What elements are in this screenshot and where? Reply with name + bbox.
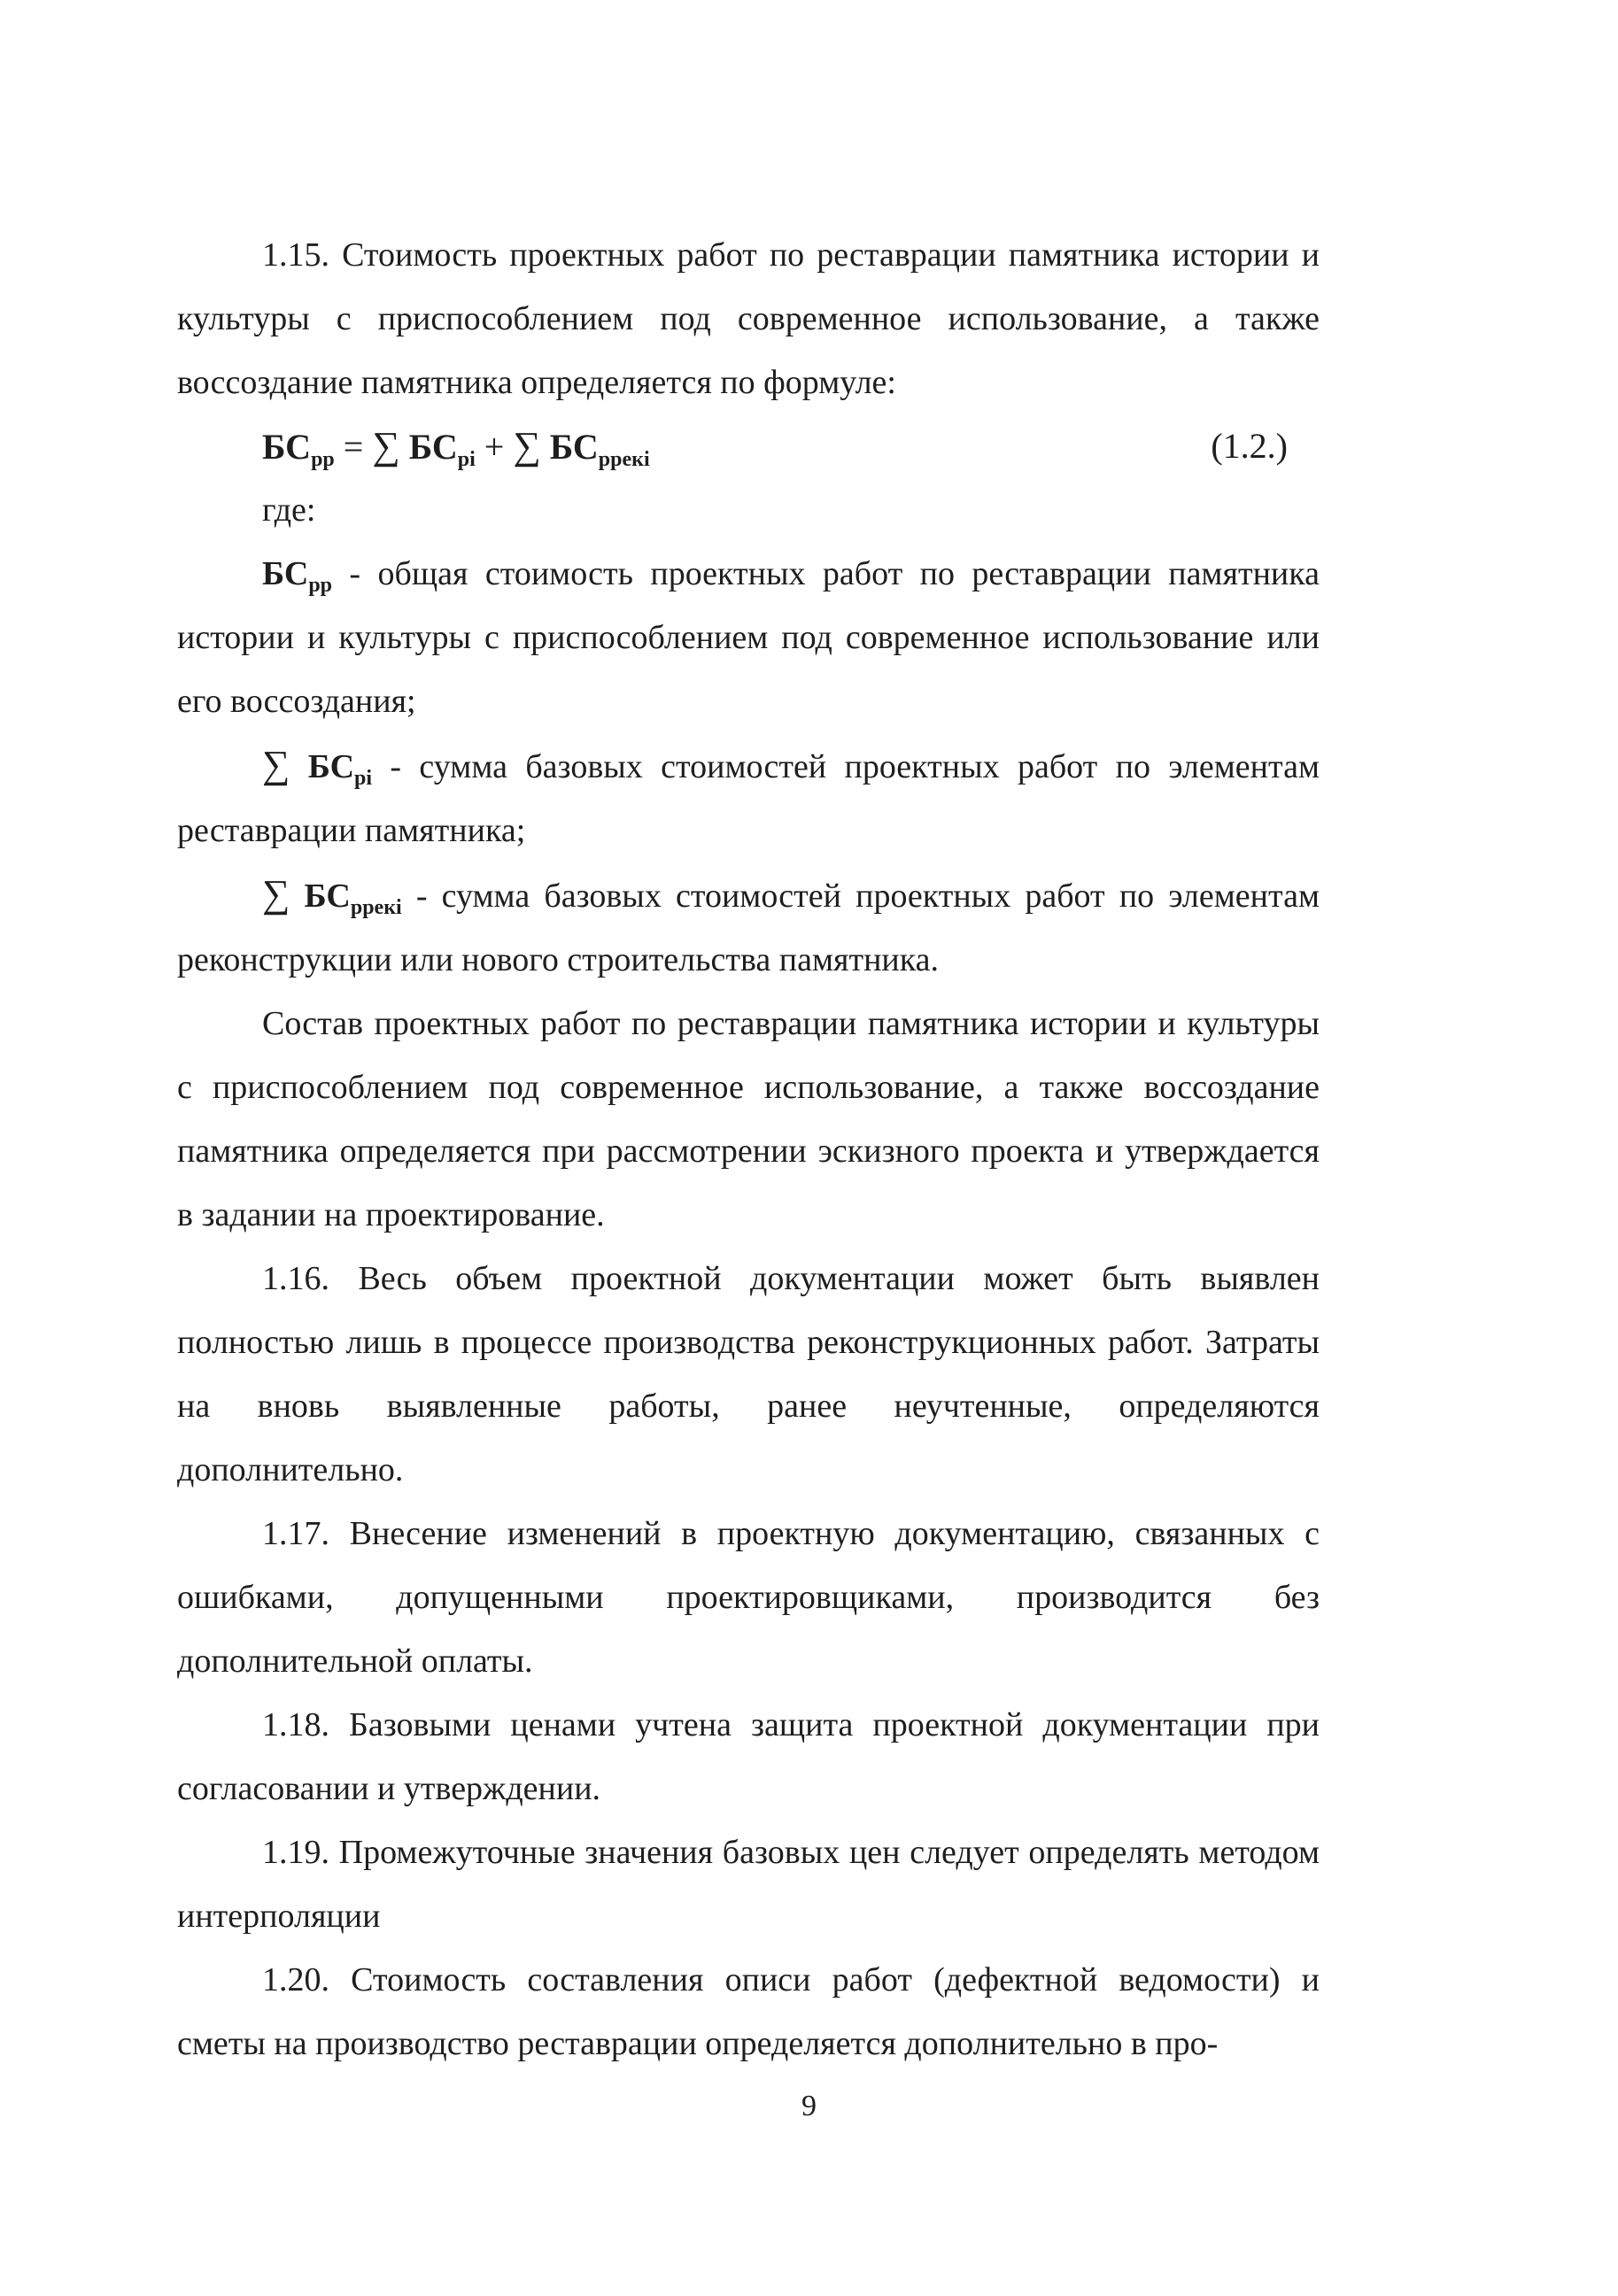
paragraph-1-17: 1.17. Внесение изменений в проектную документацию, связанных с ошибками, допущенными проектировщиками, производится без дополнительной оплаты. bbox=[177, 1515, 1320, 1680]
definition-sum-bs-rreki: ∑ $БС_{ррекі}$ - сумма базовых стоимостей проектных работ по элементам реконструкции или нового строительства памятника. bbox=[177, 872, 1320, 978]
formula-number: (1.2.) bbox=[1211, 426, 1288, 466]
formula-1-2 bbox=[177, 414, 1320, 478]
where-label: где: bbox=[262, 491, 316, 529]
formula-equals: = bbox=[343, 427, 364, 467]
symbol-bs-ri: $БС_{рі}$ bbox=[307, 748, 373, 790]
symbol-bs-rreki: $БС_{ррекі}$ bbox=[304, 877, 402, 919]
sigma-icon: ∑ bbox=[372, 424, 400, 468]
sigma-icon: ∑ bbox=[262, 743, 290, 786]
paragraph-1-16: 1.16. Весь объем проектной документации может быть выявлен полностью лишь в процессе производства реконструкционных работ. Затраты на вновь выявленные работы, ранее неучтенные, определяются дополнительно. bbox=[177, 1260, 1320, 1488]
paragraph-1-20: 1.20. Стоимость составления описи работ (дефектной ведомости) и сметы на производство реставрации определяется дополнительно в про- bbox=[177, 1961, 1320, 2062]
symbol-bs-rr: $БС_{рр}$ bbox=[262, 555, 333, 597]
formula-term-2: $БС_{ррекі}$ bbox=[549, 427, 650, 471]
paragraph-1-18: 1.18. Базовыми ценами учтена защита проектной документации при согласовании и утверждении. bbox=[177, 1706, 1320, 1807]
definition-sum-bs-ri: ∑ $БС_{рі}$ - сумма базовых стоимостей проектных работ по элементам реставрации памятника; bbox=[177, 743, 1320, 849]
paragraph-1-15: 1.15. Стоимость проектных работ по реставрации памятника истории и культуры с приспособлением под современное использование, а также воссоздание памятника определяется по формуле: bbox=[177, 236, 1320, 401]
formula-plus: + bbox=[484, 427, 505, 467]
sigma-icon: ∑ bbox=[262, 872, 290, 916]
page-number: 9 bbox=[801, 2090, 817, 2122]
definition-bs-rr: $БС_{рр}$ - общая стоимость проектных работ по реставрации памятника истории и культуры с приспособлением под современное использование или его воссоздания; bbox=[177, 555, 1320, 720]
formula-lhs: $БС_{рр}$ bbox=[262, 427, 335, 471]
formula-term-1: $БС_{рі}$ bbox=[408, 427, 476, 471]
paragraph-composition: Состав проектных работ по реставрации памятника истории и культуры с приспособлением под современное использование, а также воссоздание памятника определяется при рассмотрении эскизного проекта и утверждается в задании на проектирование. bbox=[177, 1005, 1320, 1233]
sigma-icon: ∑ bbox=[513, 424, 541, 468]
text-block-upper bbox=[177, 223, 1320, 2076]
paragraph-1-19: 1.19. Промежуточные значения базовых цен следует определять методом интерполяции bbox=[177, 1834, 1320, 1935]
